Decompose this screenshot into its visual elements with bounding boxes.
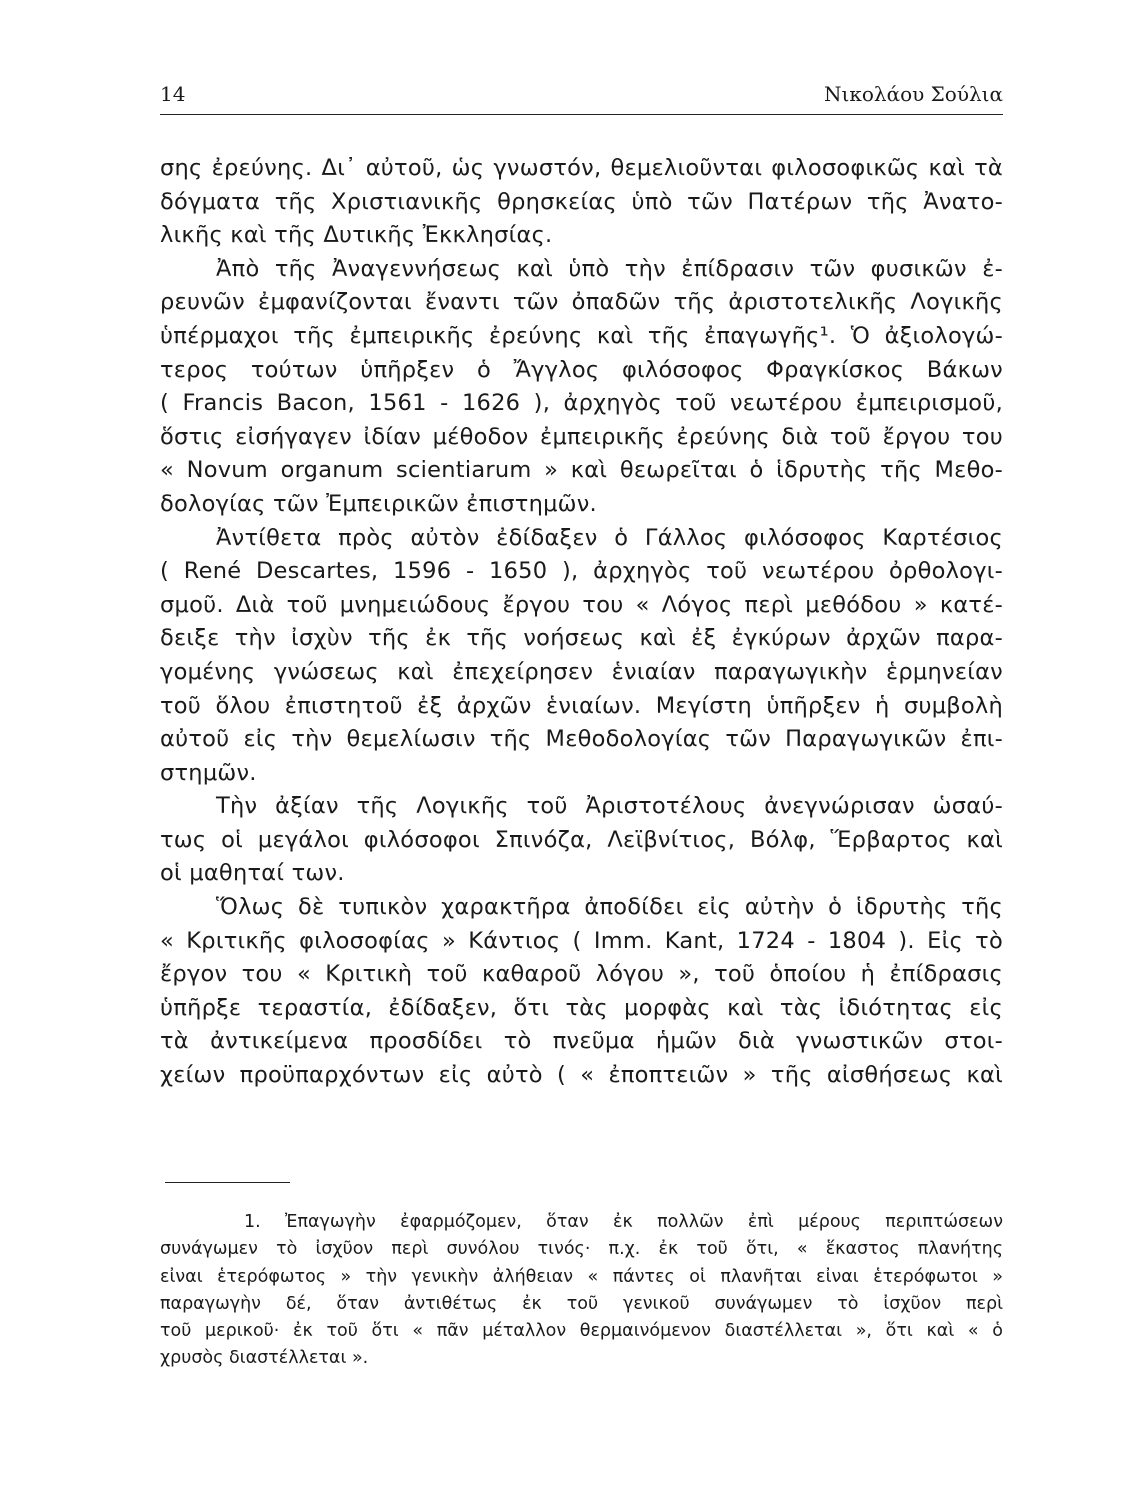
text-line: ( Francis Bacon, 1561 - 1626 ), ἀρχηγὸς τοῦ νεωτέρου ἐμπειρισμοῦ, [160,390,1003,417]
footnote-line: τοῦ μερικοῦ· ἐκ τοῦ ὅτι « πᾶν μέταλλον θερμαινόμενον διαστέλλεται », ὅτι καὶ « ὁ [160,1321,1003,1342]
text-line: ( René Descartes, 1596 - 1650 ), ἀρχηγὸς τοῦ νεωτέρου ὀρθολογι- [160,558,1003,585]
text-line: οἱ μαθηταί των. [160,860,345,887]
text-line: τερος τούτων ὑπῆρξεν ὁ Ἄγγλος φιλόσοφος Φραγκίσκος Βάκων [160,356,1003,383]
text-line: χείων προϋπαρχόντων εἰς αὐτὸ ( « ἐποπτειῶν » τῆς αἰσθήσεως καὶ [160,1062,1003,1089]
text-line: ὅστις εἰσήγαγεν ἰδίαν μέθοδον ἐμπειρικῆς ἐρεύνης διὰ τοῦ ἔργου του [160,423,1003,450]
footnote-separator [165,1182,290,1183]
text-line: τοῦ ὅλου ἐπιστητοῦ ἐξ ἀρχῶν ἑνιαίων. Μεγίστη ὑπῆρξεν ἡ συμβολὴ [160,692,1003,719]
text-line: δολογίας τῶν Ἐμπειρικῶν ἐπιστημῶν. [160,490,597,517]
footnote-line: συνάγωμεν τὸ ἰσχῦον περὶ συνόλου τινός· π.χ. ἐκ τοῦ ὅτι, « ἕκαστος πλανήτης [160,1239,1003,1260]
footnote-line: παραγωγὴν δέ, ὅταν ἀντιθέτως ἐκ τοῦ γενικοῦ συνάγωμεν τὸ ἰσχῦον περὶ [160,1293,1003,1314]
text-line: ὑπέρμαχοι τῆς ἐμπειρικῆς ἐρεύνης καὶ τῆς ἐπαγωγῆς¹. Ὁ ἀξιολογώ- [160,322,1003,349]
text-line: « Novum organum scientiarum » καὶ θεωρεῖται ὁ ἱδρυτὴς τῆς Μεθο- [160,457,1003,484]
footnote-line: χρυσὸς διαστέλλεται ». [160,1348,369,1369]
text-line: σης ἐρεύνης. Δι᾿ αὐτοῦ, ὡς γνωστόν, θεμελιοῦνται φιλοσοφικῶς καὶ τὰ [160,155,1003,181]
text-line: ἔργον του « Κριτικὴ τοῦ καθαροῦ λόγου », τοῦ ὁποίου ἡ ἐπίδρασις [160,961,1003,988]
text-line: « Κριτικῆς φιλοσοφίας » Κάντιος ( Imm. Kant, 1724 - 1804 ). Εἰς τὸ [160,927,1003,954]
page-header [160,80,1003,115]
text-line: ὑπῆρξε τεραστία, ἐδίδαξεν, ὅτι τὰς μορφὰς καὶ τὰς ἰδιότητας εἰς [160,994,1003,1021]
text-line: σμοῦ. Διὰ τοῦ μνημειώδους ἔργου του « Λόγος περὶ μεθόδου » κατέ- [160,591,1003,618]
body-text [160,155,1003,1096]
footnote-line: 1. Ἐπαγωγὴν ἐφαρμόζομεν, ὅταν ἐκ πολλῶν ἐπὶ μέρους περιπτώσεων [244,1212,1003,1232]
text-line: λικῆς καὶ τῆς Δυτικῆς Ἐκκλησίας. [160,222,553,249]
text-line: γομένης γνώσεως καὶ ἐπεχείρησεν ἑνιαίαν παραγωγικὴν ἑρμηνείαν [160,658,1003,685]
text-line: Ἀπὸ τῆς Ἀναγεννήσεως καὶ ὑπὸ τὴν ἐπίδρασιν τῶν φυσικῶν ἐ- [216,255,1003,282]
text-line: Τὴν ἀξίαν τῆς Λογικῆς τοῦ Ἀριστοτέλους ἀνεγνώρισαν ὡσαύ- [216,793,1003,820]
page-number: 14 [160,82,186,106]
text-line: τως οἱ μεγάλοι φιλόσοφοι Σπινόζα, Λεϊβνίτιος, Βόλφ, Ἕρβαρτος καὶ [160,826,1003,853]
text-line: Ὅλως δὲ τυπικὸν χαρακτῆρα ἀποδίδει εἰς αὐτὴν ὁ ἱδρυτὴς τῆς [216,894,1003,921]
text-line: δόγματα τῆς Χριστιανικῆς θρησκείας ὑπὸ τῶν Πατέρων τῆς Ἀνατο- [160,188,1003,215]
text-line: ρευνῶν ἐμφανίζονται ἔναντι τῶν ὀπαδῶν τῆς ἀριστοτελικῆς Λογικῆς [160,289,1003,316]
footnote-line: εἶναι ἑτερόφωτος » τὴν γενικὴν ἀλήθειαν « πάντες οἱ πλανῆται εἶναι ἑτερόφωτοι » [160,1266,1003,1287]
text-line: δειξε τὴν ἰσχὺν τῆς ἐκ τῆς νοήσεως καὶ ἐξ ἐγκύρων ἀρχῶν παρα- [160,625,1003,652]
text-line: Ἀντίθετα πρὸς αὐτὸν ἐδίδαξεν ὁ Γάλλος φιλόσοφος Καρτέσιος [216,524,1003,551]
footnotes [160,1212,1003,1376]
text-line: αὐτοῦ εἰς τὴν θεμελίωσιν τῆς Μεθοδολογίας τῶν Παραγωγικῶν ἐπι- [160,726,1003,753]
text-line: τὰ ἀντικείμενα προσδίδει τὸ πνεῦμα ἡμῶν διὰ γνωστικῶν στοι- [160,1028,1003,1055]
running-title: Νικολάου Σούλια [824,82,1003,106]
text-line: στημῶν. [160,759,257,786]
